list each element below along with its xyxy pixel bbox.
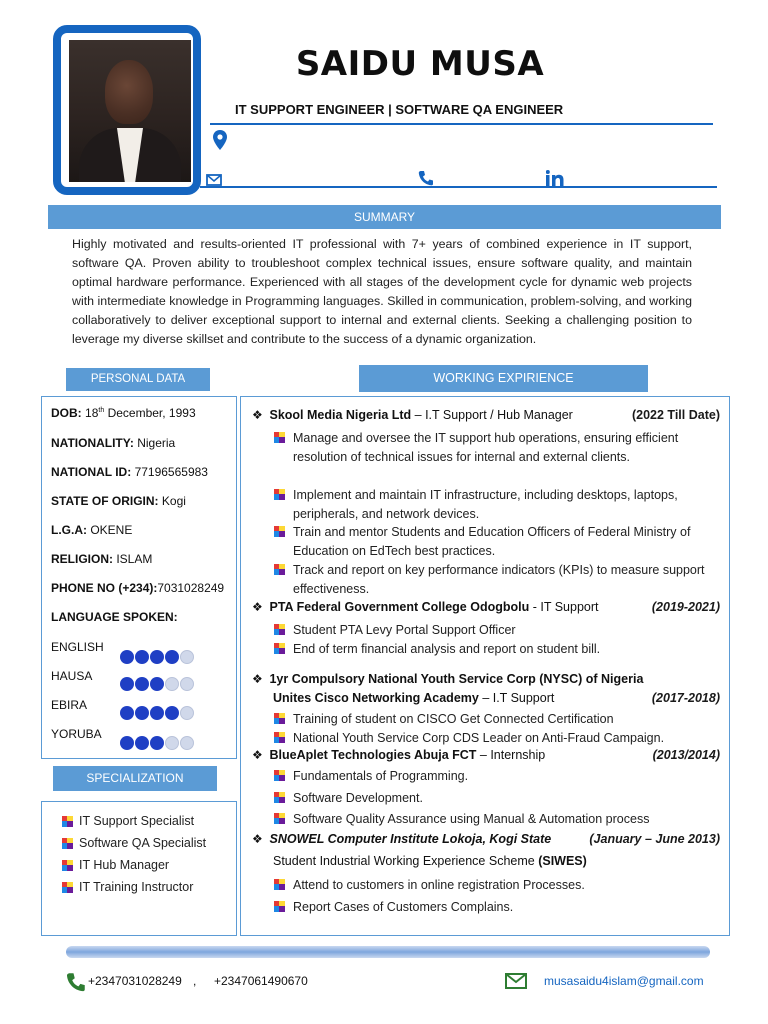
working-experience-heading: WORKING EXPIRIENCE [359,365,648,392]
footer-phone-separator: , [193,974,197,988]
rating-dot-filled [135,677,149,691]
list-item: Training of student on CISCO Get Connected Certification [274,710,714,729]
job-subtitle: Student Industrial Working Experience Scheme (SIWES) [273,854,587,868]
email-icon [206,174,222,186]
diamond-bullet-icon: ❖ [252,408,263,422]
phone-row [51,581,224,595]
rating-dot-empty [180,736,194,750]
rating-dot-filled [135,736,149,750]
footer-email-icon [505,973,527,989]
rating-dot-empty [180,650,194,664]
nationality-label: NATIONALITY: [51,436,134,450]
company-name: Skool Media Nigeria Ltd [269,408,412,422]
job-date: (January – June 2013) [589,832,720,846]
list-item: Software QA Specialist [62,836,206,850]
job-role: - IT Support [529,600,599,614]
header-divider-bottom [200,186,717,188]
list-item: Fundamentals of Programming. [274,767,714,786]
job-title-row [252,600,598,614]
religion-row [51,552,152,566]
job-role: – I.T Support [478,691,555,705]
list-item: IT Hub Manager [62,858,169,872]
language-name: HAUSA [51,669,93,683]
list-item: Attend to customers in online registration Processes. [274,876,714,895]
footer-phone-icon [66,972,86,992]
company-name: PTA Federal Government College Odogbolu [269,600,530,614]
list-item: Student PTA Levy Portal Support Officer [274,621,714,640]
list-item: IT Training Instructor [62,880,193,894]
bullet-icon [274,564,285,575]
rating-dot-filled [150,706,164,720]
company-name-secondary: Unites Cisco Networking Academy [273,691,479,705]
job-date: (2013/2014) [652,748,720,762]
lga-label: L.G.A: [51,523,87,537]
bullet-icon [62,860,73,871]
state-value: Kogi [161,494,186,508]
list-item: IT Support Specialist [62,814,194,828]
job-date: (2022 Till Date) [631,408,720,422]
rating-dot-empty [165,736,179,750]
diamond-bullet-icon: ❖ [252,600,263,614]
job-date: (2019-2021) [651,600,720,614]
job-title-row [252,748,545,762]
profile-photo-frame [53,25,201,195]
job-role: – I.T Support / Hub Manager [411,408,573,422]
nationality-row [51,436,175,450]
religion-value: ISLAM [116,552,153,566]
bullet-icon [274,526,285,537]
national-id-row [51,465,208,479]
profile-photo [69,40,191,182]
rating-dot-filled [150,677,164,691]
rating-dot-filled [135,650,149,664]
rating-dot-filled [150,650,164,664]
bullet-icon [274,813,285,824]
rating-dot-filled [135,706,149,720]
list-item: Implement and maintain IT infrastructure, including desktops, laptops, peripherals, and network devices. [274,486,714,523]
personal-data-heading: PERSONAL DATA [66,368,210,391]
linkedin-icon [546,170,564,186]
list-item: Report Cases of Customers Complains. [274,898,714,917]
dob-rest: December, 1993 [107,406,196,420]
job-role: – Internship [476,748,546,762]
rating-dot-filled [120,650,134,664]
national-id-label: NATIONAL ID: [51,465,132,479]
rating-dot-filled [120,736,134,750]
bullet-icon [62,816,73,827]
dob-suffix: th [98,407,105,414]
rating-dot-filled [150,736,164,750]
list-item: Software Quality Assurance using Manual & Automation process [274,810,714,829]
diamond-bullet-icon: ❖ [252,672,263,686]
list-item: Manage and oversee the IT support hub operations, ensuring efficient resolution of technical issues for internal and external clients. [274,429,714,466]
languages-label: LANGUAGE SPOKEN: [51,610,178,624]
phone-icon [418,170,434,186]
photo-head [105,60,153,124]
list-item: End of term financial analysis and report on student bill. [274,640,714,659]
national-id-value: 77196565983 [134,465,208,479]
rating-dot-empty [165,677,179,691]
dob-row [51,406,196,420]
bullet-icon [274,770,285,781]
list-item: Software Development. [274,789,714,808]
bullet-icon [274,732,285,743]
candidate-title: IT SUPPORT ENGINEER | SOFTWARE QA ENGINEER [235,102,564,117]
header-divider-top [210,123,713,125]
dob-label: DOB: [51,406,82,420]
state-row [51,494,186,508]
bullet-icon [274,901,285,912]
bullet-icon [274,792,285,803]
bullet-icon [62,838,73,849]
footer-phone-2[interactable]: +2347061490670 [214,974,308,988]
language-name: YORUBA [51,727,102,741]
bullet-icon [62,882,73,893]
list-item: Track and report on key performance indicators (KPIs) to measure support effectiveness. [274,561,714,598]
diamond-bullet-icon: ❖ [252,832,263,846]
job-title-row-continued [273,691,554,705]
job-date: (2017-2018) [651,691,720,705]
company-name: SNOWEL Computer Institute Lokoja, Kogi State [269,832,552,846]
job-title-row [252,408,573,422]
rating-dot-empty [180,706,194,720]
language-rating-ebira [120,706,194,720]
phone-label: PHONE NO (+234): [51,581,158,595]
footer-phone-1[interactable]: +2347031028249 [88,974,182,988]
language-rating-hausa [120,677,194,691]
language-name: ENGLISH [51,640,104,654]
list-item: National Youth Service Corp CDS Leader on Anti-Fraud Campaign. [274,729,714,748]
bullet-icon [274,713,285,724]
rating-dot-filled [120,677,134,691]
summary-heading: SUMMARY [48,205,721,229]
rating-dot-empty [180,677,194,691]
bullet-icon [274,643,285,654]
religion-label: RELIGION: [51,552,113,566]
language-name: EBIRA [51,698,88,712]
rating-dot-filled [120,706,134,720]
candidate-name: SAIDU MUSA [295,44,545,84]
footer-email-link[interactable]: musasaidu4islam@gmail.com [544,974,704,988]
company-name: BlueAplet Technologies Abuja FCT [269,748,477,762]
bullet-icon [274,879,285,890]
lga-value: OKENE [90,523,133,537]
list-item: Train and mentor Students and Education Officers of Federal Ministry of Education on EdTech best practices. [274,523,714,560]
company-name: 1yr Compulsory National Youth Service Corp (NYSC) of Nigeria [269,672,644,686]
location-icon [213,130,227,150]
bullet-icon [274,432,285,443]
specialization-heading: SPECIALIZATION [53,766,217,791]
summary-text: Highly motivated and results-oriented IT professional with 7+ years of combined experience in IT support, software QA. Proven ability to troubleshoot complex technical issues, ensure software quality, and maintain optimal hardware performance. Experienced with all stages of the development cycle for dynamic web projects with intermediate knowledge in Programming languages. Skilled in communication, problem-solving, and working collaboratively to deliver exceptional support to internal and external clients. Seeking a challenging position to leverage my diverse skillset and contribute to the success of a dynamic organization. [72,237,692,346]
bullet-icon [274,489,285,500]
rating-dot-filled [165,706,179,720]
phone-value: 7031028249 [157,581,225,595]
job-title-row [252,832,551,846]
bullet-icon [274,624,285,635]
diamond-bullet-icon: ❖ [252,748,263,762]
rating-dot-filled [165,650,179,664]
nationality-value: Nigeria [137,436,176,450]
language-rating-yoruba [120,736,194,750]
footer-divider [66,946,710,958]
state-label: STATE OF ORIGIN: [51,494,159,508]
lga-row [51,523,132,537]
job-title-row [252,672,643,686]
dob-day: 18 [85,406,99,420]
language-rating-english [120,650,194,664]
